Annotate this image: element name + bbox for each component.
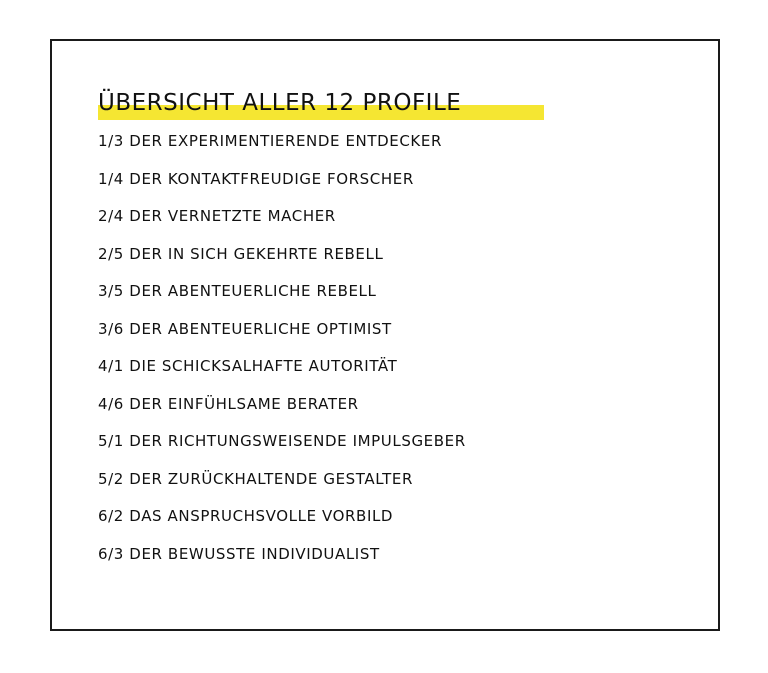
list-item: 1/3 DER EXPERIMENTIERENDE ENTDECKER xyxy=(98,132,442,150)
list-item: 6/3 DER BEWUSSTE INDIVIDUALIST xyxy=(98,544,380,563)
list-item: 3/5 DER ABENTEUERLICHE REBELL xyxy=(98,282,377,300)
list-item: 5/1 DER RICHTUNGSWEISENDE IMPULSGEBER xyxy=(98,432,466,450)
title-block xyxy=(98,89,461,117)
list-item: 6/2 DAS ANSPRUCHSVOLLE VORBILD xyxy=(98,507,394,525)
list-item: 4/1 DIE SCHICKSALHAFTE AUTORITÄT xyxy=(98,357,398,375)
list-item: 1/4 DER KONTAKTFREUDIGE FORSCHER xyxy=(98,169,414,188)
list-item: 3/6 DER ABENTEUERLICHE OPTIMIST xyxy=(98,319,392,338)
page-title: ÜBERSICHT ALLER 12 PROFILE xyxy=(98,90,462,116)
list-item: 4/6 DER EINFÜHLSAME BERATER xyxy=(98,394,359,413)
profile-overview-card xyxy=(50,39,720,631)
list-item: 2/5 DER IN SICH GEKEHRTE REBELL xyxy=(98,244,384,263)
list-item: 2/4 DER VERNETZTE MACHER xyxy=(98,207,336,225)
list-item: 5/2 DER ZURÜCKHALTENDE GESTALTER xyxy=(98,469,414,488)
profile-list xyxy=(98,131,466,581)
